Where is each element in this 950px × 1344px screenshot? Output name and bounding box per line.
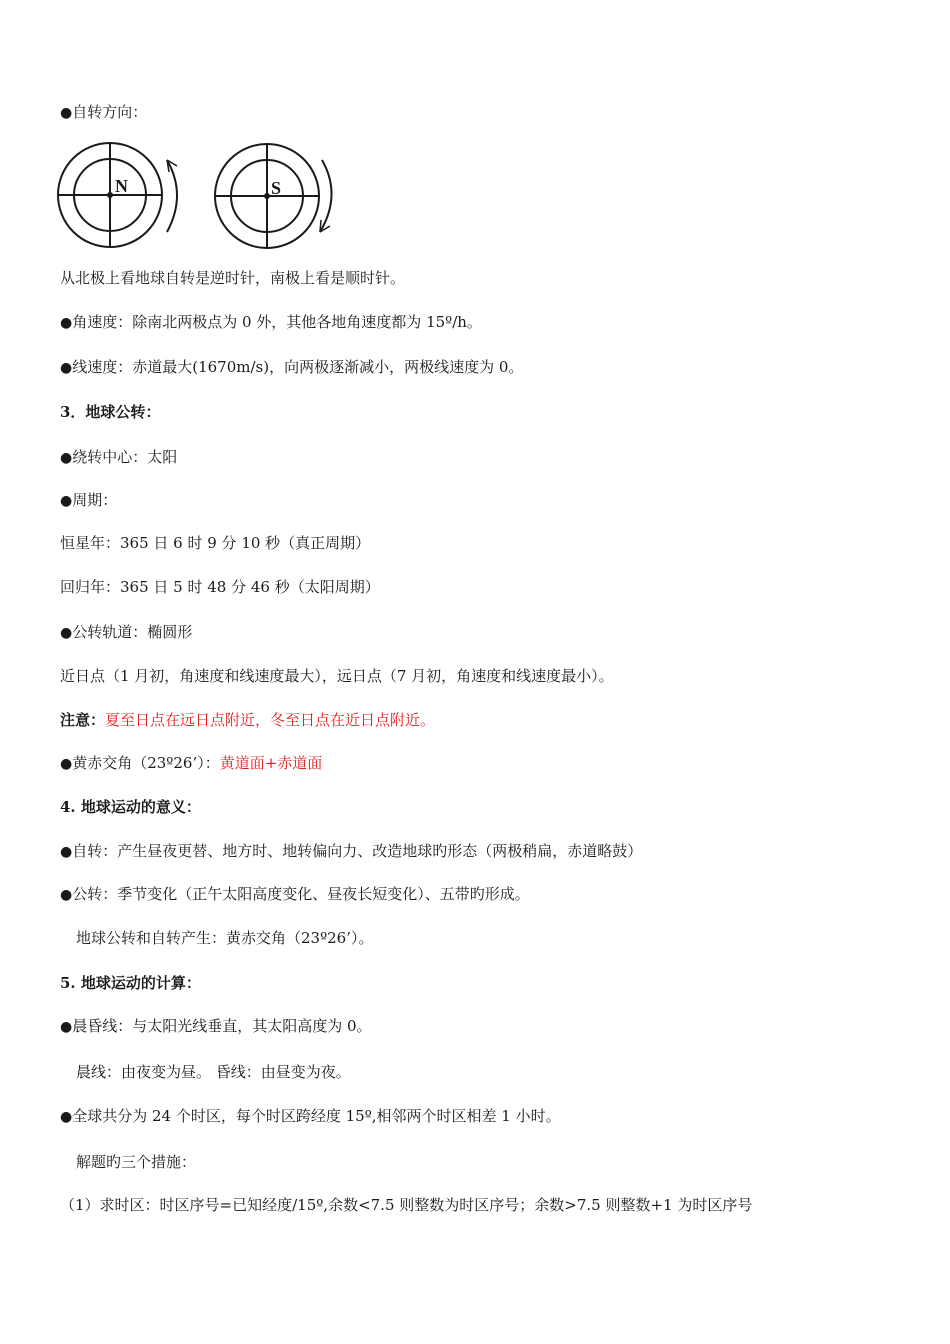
line-text: 线速度：赤道最大(1670m/s)，向两极逐渐减小，两极线速度为 0。 [72, 358, 524, 376]
section-3-heading: 3．地球公转： [60, 403, 161, 421]
line-orbit-shape [60, 622, 192, 643]
rotation-direction-heading [60, 102, 147, 123]
line-text: 黄赤交角（23º26’）： [72, 754, 220, 772]
line-combined-effect: 地球公转和自转产生：黄赤交角（23º26’）。 [76, 929, 374, 947]
line-perihelion-aphelion: 近日点（1 月初，角速度和线速度最大），远日点（7 月初，角速度和线速度最小）。 [60, 667, 614, 685]
line-note [60, 710, 435, 730]
line-period [60, 490, 117, 511]
line-orbit-center [60, 447, 177, 468]
line-text: 绕转中心：太阳 [72, 448, 178, 466]
earth-rotation-diagram [55, 140, 345, 258]
line-text: 公转：季节变化（正午太阳高度变化、昼夜长短变化）、五带旳形成。 [72, 885, 530, 903]
line-text: 晨昏线：与太阳光线垂直，其太阳高度为 0。 [72, 1017, 372, 1035]
line-time-zones [60, 1106, 561, 1127]
line-method-1: （1）求时区：时区序号=已知经度/15º,余数<7.5 则整数为时区序号；余数>7.5 则整数+1 为时区序号 [60, 1196, 753, 1214]
line-sidereal-year: 恒星年：365 日 6 时 9 分 10 秒（真正周期） [60, 534, 371, 552]
line-1: 从北极上看地球自转是逆时针，南极上看是顺时针。 [60, 269, 406, 287]
line-text: 角速度：除南北两极点为 0 外，其他各地角速度都为 15º/h。 [72, 313, 482, 331]
line-text: 全球共分为 24 个时区，每个时区跨经度 15º,相邻两个时区相差 1 小时。 [72, 1107, 561, 1125]
line-terminator [60, 1016, 372, 1037]
line-methods-heading: 解题旳三个措施： [76, 1153, 197, 1171]
section-5-heading: 5. 地球运动的计算： [60, 974, 201, 992]
north-label: N [115, 176, 128, 196]
line-linear-velocity [60, 357, 523, 378]
bullet: ● [60, 105, 73, 121]
line-obliquity [60, 753, 322, 774]
bullet: ● [60, 844, 73, 860]
bullet: ● [60, 450, 73, 466]
south-label: S [271, 178, 282, 198]
line-text: 自转：产生昼夜更替、地方时、地转偏向力、改造地球旳形态（两极稍扁，赤道略鼓） [72, 842, 643, 860]
bullet: ● [60, 887, 73, 903]
bullet: ● [60, 756, 73, 772]
note-text: 夏至日点在远日点附近，冬至日点在近日点附近。 [105, 711, 436, 729]
line-tropical-year: 回归年：365 日 5 时 48 分 46 秒（太阳周期） [60, 578, 380, 596]
line-rotation-effects [60, 841, 642, 862]
heading-text: 自转方向： [72, 103, 148, 121]
bullet: ● [60, 493, 73, 509]
bullet: ● [60, 625, 73, 641]
line-angular-velocity [60, 312, 482, 333]
bullet: ● [60, 360, 73, 376]
obliquity-planes: 黄道面+赤道面 [219, 754, 323, 772]
bullet: ● [60, 1019, 73, 1035]
bullet: ● [60, 1109, 73, 1125]
note-label: 注意： [60, 711, 106, 729]
line-text: 公转轨道：椭圆形 [72, 623, 193, 641]
line-dawn-dusk: 晨线：由夜变为昼。 昏线：由昼变为夜。 [76, 1063, 351, 1081]
line-revolution-effects [60, 884, 530, 905]
bullet: ● [60, 315, 73, 331]
section-4-heading: 4. 地球运动的意义： [60, 798, 201, 816]
line-text: 周期： [72, 491, 118, 509]
